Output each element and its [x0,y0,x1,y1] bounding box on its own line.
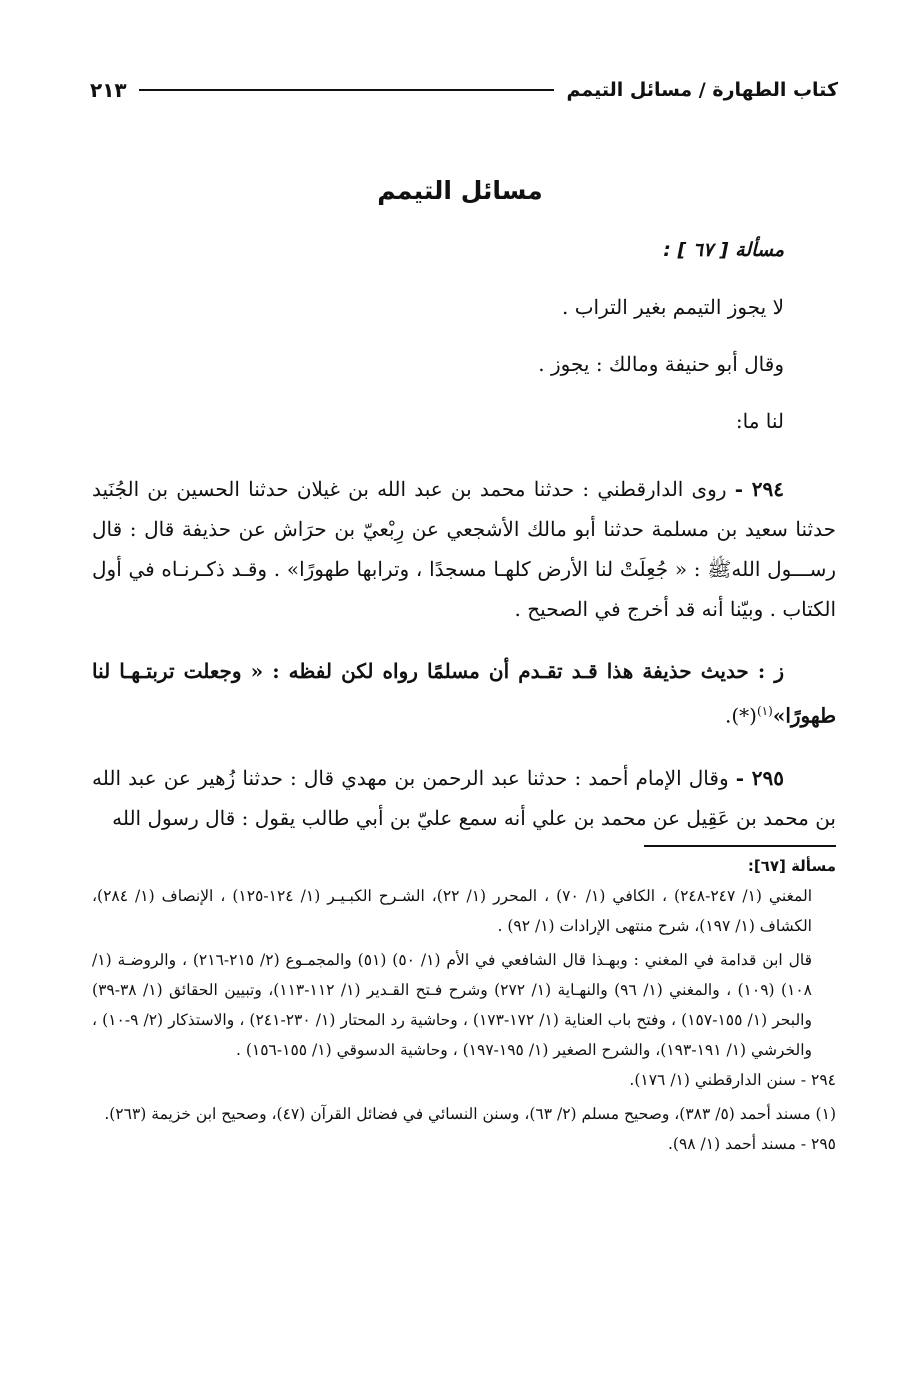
footnote-294: ٢٩٤ - سنن الدارقطني (١/ ١٧٦). [629,1071,836,1089]
page-number: ٢١٣ [90,78,127,102]
footnote-ref: (١) [756,704,773,718]
hadith-number: ٢٩٤ - [734,477,784,501]
footnote-ibn-qudama: قال ابن قدامة في المغني : وبهـذا قال الشافعي في الأم (١/ ٥٠) (٥١) والمجمـوع (٢/ ٢١٥-٢١٦) ، والروضـة (١/ ١٠٨) (١٠٩) ، والمغني (١/ ٩٦) والنهـاية (١/ ٢٧٢) وشرح فـتح القـدير (١/ ١١٢-١١٣)، وتبيين الحقائق (١/ ٣٨-٣٩) والبحر (١/ ١٥٥-١٥٧) ، وفتح باب العناية (١/ ١٧٢-١٧٣) ، وحاشية رد المحتار (١/ ٢٣٠-٢٤١) ، والاستذكار (٢/ ٩-١٠) ، والخرشي (١/ ١٩١-١٩٣)، والشرح الصغير (١/ ١٩٥-١٩٧) ، وحاشية الدسوقي (١/ ١٥٥-١٥٦) . [92,951,813,1059]
hadith-number: ٢٩٥ - [735,765,785,790]
footnote-heading: مسألة [٦٧]: [747,857,836,875]
hadith-295 [92,758,836,838]
footnote-1: (١) مسند أحمد (٥/ ٣٨٣)، وصحيح مسلم (٢/ ٦٣)، وسنن النسائي في فضائل القرآن (٤٧)، وصحيح ابن خزيمة (٢٦٣). [104,1105,836,1123]
paragraph-evidence-intro: لنا ما: [735,409,784,433]
chapter-title: مسائل التيمم [377,176,543,205]
header-title: كتاب الطهارة / مسائل التيمم [566,79,838,101]
hadith-294 [92,469,836,629]
hadith-text: وقال الإمام أحمد : حدثنا عبد الرحمن بن مهدي قال : حدثنا زُهير عن عبد الله بن محمد بن عَقِيل عن محمد بن علي أنه سمع عليّ بن أبي طالب يقول : قال رسول الله [92,765,836,830]
zayd-note [92,651,836,736]
footnote-295: ٢٩٥ - مسند أحمد (١/ ٩٨). [667,1135,836,1153]
hadith-text: روى الدارقطني : حدثنا محمد بن عبد الله بن غيلان حدثنا الحسين بن الجُنَيد حدثنا سعيد بن مسلمة حدثنا أبو مالك الأشجعي عن رِبْعيّ بن حرَاش عن حذيفة قال : قال رســـول اللهﷺ : « جُعِلَتْ لنا الأرض كلهـا مسجدًا ، وترابها طهورًا» . وقـد ذكـرنـاه في أول الكتاب . وبيّنا أنه قد أخرج في الصحيح . [92,477,836,621]
note-end: (*). [725,703,757,728]
paragraph-ruling: لا يجوز التيمم بغير التراب . [561,295,784,319]
footnote-separator [644,845,836,847]
running-header [90,72,838,108]
paragraph-opinion: وقال أبو حنيفة ومالك : يجوز . [538,352,784,376]
note-text: ز : حديث حذيفة هذا قـد تقـدم أن مسلمًا رواه لكن لفظه : « وجعلت تربتـهـا لنا طهورًا» [92,659,836,728]
header-rule [139,89,555,91]
footnotes [92,857,836,1159]
footnote-references: المغني (١/ ٢٤٧-٢٤٨) ، الكافي (١/ ٧٠) ، المحرر (١/ ٢٢)، الشـرح الكبـيـر (١/ ١٢٤-١٢٥) ، الإنصاف (١/ ٢٨٤)، الكشاف (١/ ١٩٧)، شرح منتهى الإرادات (١/ ٩٢) . [92,887,812,935]
issue-label: مسألة [ ٦٧ ] : [663,239,784,261]
main-text [92,230,836,838]
